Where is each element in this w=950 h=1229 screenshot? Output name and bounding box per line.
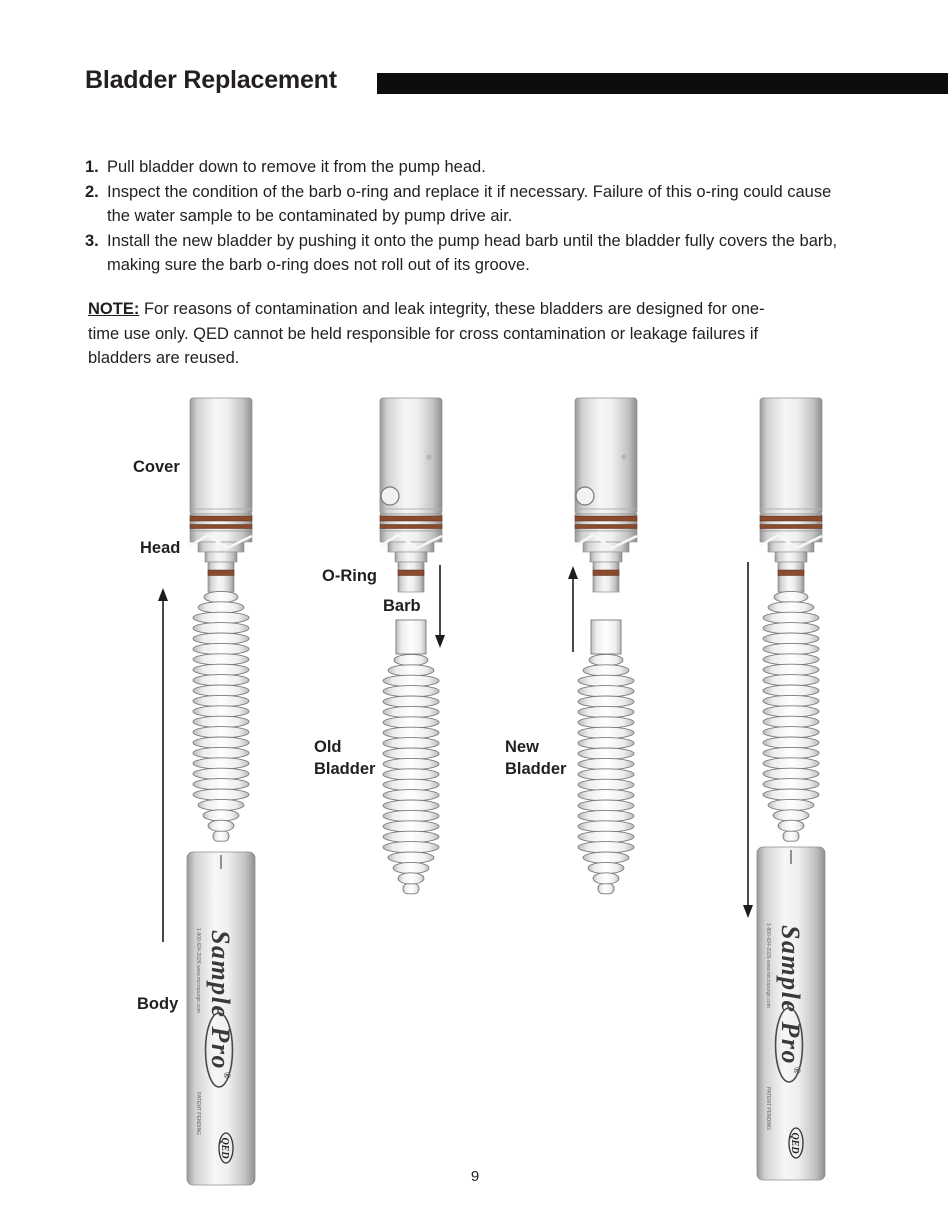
bladder-ridge (773, 810, 809, 821)
bladder-ridge (763, 664, 819, 675)
bladder-ridge (208, 820, 234, 831)
bladder-ridge (388, 665, 434, 676)
instruction-text: Inspect the condition of the barb o-ring and replace it if necessary. Failure of this o-ring could cause the water sample to be contaminated by pump drive air. (107, 182, 832, 225)
page-title: Bladder Replacement (85, 66, 337, 94)
bladder-ridge (763, 695, 819, 706)
bladder-ridge (193, 758, 249, 769)
bladder-ridge (578, 800, 634, 811)
head-step-3 (775, 552, 807, 562)
cover-dot (426, 454, 431, 459)
bladder-ridge (388, 852, 434, 863)
bladder-tip (403, 884, 419, 894)
label-head: Head (140, 539, 181, 557)
bladder-ridge (383, 727, 439, 738)
body-small-text-left: 1-800-624-2026 www.micropurge.com (195, 928, 201, 1013)
bladder-ridge (383, 769, 439, 780)
bladder-ridge (763, 654, 819, 665)
bladder-ridge (578, 758, 634, 769)
head-step-3 (395, 552, 427, 562)
barb (208, 562, 234, 592)
bladder-ridge (763, 623, 819, 634)
bladder-ridge (198, 799, 244, 810)
bladder-ridge (383, 717, 439, 728)
bladder-ridge (383, 758, 439, 769)
bladder-ridge (583, 665, 629, 676)
qed-logo (219, 1133, 233, 1163)
head-oring-upper (760, 516, 822, 521)
bladder-ridge (203, 810, 239, 821)
bladder-ridge (763, 706, 819, 717)
label-old-bladder: Old Bladder (314, 738, 376, 778)
bladder-ridge (204, 591, 238, 602)
bladder-ridge (193, 789, 249, 800)
arrow-up (568, 566, 578, 652)
bladder-ridge (763, 737, 819, 748)
bladder-ridge (383, 842, 439, 853)
page-number: 9 (470, 1168, 480, 1185)
bladder-ridge (193, 675, 249, 686)
bladder-ridge (763, 727, 819, 738)
bladder-ridge (193, 623, 249, 634)
instruction-number: 3. (85, 231, 99, 250)
bladder-ridge (578, 821, 634, 832)
head-oring-lower (190, 525, 252, 529)
bladder-ridge (383, 675, 439, 686)
barb-oring (778, 570, 804, 576)
head-oring-upper (190, 516, 252, 521)
bladder-ridge (763, 643, 819, 654)
arrow-down (435, 565, 445, 648)
bladder-ridge (193, 685, 249, 696)
bladder-ridge (578, 696, 634, 707)
instruction-text: Install the new bladder by pushing it onto the pump head barb until the bladder fully covers the barb, making sure the barb o-ring does not roll out of its groove. (107, 231, 838, 274)
bladder-ridge (383, 706, 439, 717)
bladder-ridge (383, 790, 439, 801)
bladder-detached (383, 620, 439, 894)
head-oring-upper (380, 516, 442, 521)
bladder-ridge (394, 654, 428, 665)
brand-text: Sample Pro® (206, 930, 235, 1081)
bladder-ridge (578, 831, 634, 842)
bladder-ridge (578, 727, 634, 738)
bladder-ridge (393, 862, 429, 873)
bladder-ridge (763, 768, 819, 779)
bladder-ridge (578, 706, 634, 717)
bladder-ridge (763, 789, 819, 800)
instruction-number: 1. (85, 158, 99, 176)
bladder-ridge (578, 675, 634, 686)
body-small-text-right: PATENT PENDING (765, 1087, 771, 1131)
pump-assembled-right (757, 398, 825, 1180)
bladder-ridge (193, 716, 249, 727)
head-oring-lower (380, 525, 442, 529)
brand-text: Sample Pro® (776, 925, 805, 1076)
label-cover: Cover (133, 458, 180, 476)
bladder-ridge (768, 799, 814, 810)
body-small-text-right: PATENT PENDING (195, 1092, 201, 1136)
barb (398, 562, 424, 592)
bladder-ridge (193, 612, 249, 623)
bladder-ridge (198, 602, 244, 613)
cover-hole (576, 487, 594, 505)
pump-new-bladder (575, 398, 637, 894)
bladder-ridge (763, 747, 819, 758)
bladder-ridge (193, 654, 249, 665)
bladder-ridge (383, 686, 439, 697)
bladder-ridge (193, 643, 249, 654)
pump-old-bladder (380, 398, 442, 894)
bladder-tip (783, 831, 799, 841)
bladder-ridge (578, 779, 634, 790)
pump-cover (760, 398, 822, 514)
label-barb: Barb (383, 597, 421, 615)
bladder-attached (763, 591, 819, 841)
bladder-ridge (778, 820, 804, 831)
bladder-ridge (383, 821, 439, 832)
bladder-ridge (383, 738, 439, 749)
bladder-ridge (578, 738, 634, 749)
instruction-number: 2. (85, 182, 99, 201)
head-oring-lower (760, 525, 822, 529)
bladder-ridge (578, 748, 634, 759)
barb (593, 562, 619, 592)
instruction-text: Pull bladder down to remove it from the pump head. (107, 158, 486, 176)
barb (778, 562, 804, 592)
bladder-ridge (578, 842, 634, 853)
bladder-ridge (763, 612, 819, 623)
label-body: Body (137, 995, 179, 1013)
note-text: For reasons of contamination and leak integrity, these bladders are designed for one-time use only. QED cannot be held responsible for cross contamination or leakage failures if bladders are reused. (88, 300, 765, 367)
bladder-ridge (763, 633, 819, 644)
bladder-ridge (193, 737, 249, 748)
bladder-ridge (593, 873, 619, 884)
arrow-up (158, 588, 168, 942)
bladder-ridge (763, 716, 819, 727)
bladder-ridge (193, 747, 249, 758)
bladder-ridge (398, 873, 424, 884)
bladder-ridge (768, 602, 814, 613)
bladder-ridge (383, 810, 439, 821)
label-new-bladder: New Bladder (505, 738, 567, 778)
bladder-ridge (578, 769, 634, 780)
qed-logo (789, 1128, 803, 1158)
bladder-ridge (578, 717, 634, 728)
barb-oring (593, 570, 619, 576)
bladder-ridge (383, 748, 439, 759)
bladder-ridge (588, 862, 624, 873)
bladder-ridge (589, 654, 623, 665)
label-oring: O-Ring (322, 567, 377, 585)
bladder-ridge (193, 779, 249, 790)
bladder-ridge (193, 706, 249, 717)
cover-hole (381, 487, 399, 505)
bladder-ridge (578, 686, 634, 697)
bladder-ridge (193, 695, 249, 706)
head-step-3 (205, 552, 237, 562)
arrow-down (743, 562, 753, 918)
pump-assembled-left (187, 398, 255, 1185)
bladder-ridge (763, 779, 819, 790)
head-oring-lower (575, 525, 637, 529)
bladder-ridge (763, 685, 819, 696)
bladder-ridge (193, 727, 249, 738)
bladder-ridge (583, 852, 629, 863)
bladder-ridge (383, 779, 439, 790)
pump-cover (190, 398, 252, 514)
bladder-attached (193, 591, 249, 841)
head-oring-upper (575, 516, 637, 521)
bladder-neck (591, 620, 621, 654)
note-label: NOTE: (88, 300, 140, 318)
bladder-tip (213, 831, 229, 841)
bladder-ridge (193, 664, 249, 675)
bladder-ridge (578, 810, 634, 821)
bladder-ridge (383, 800, 439, 811)
bladder-ridge (383, 831, 439, 842)
qed-logo-text: QED (219, 1137, 230, 1159)
cover-dot (621, 454, 626, 459)
bladder-tip (598, 884, 614, 894)
bladder-neck (396, 620, 426, 654)
qed-logo-text: QED (789, 1132, 800, 1154)
bladder-ridge (774, 591, 808, 602)
bladder-detached (578, 620, 634, 894)
body-small-text-left: 1-800-624-2026 www.micropurge.com (765, 923, 771, 1008)
pump-layer (158, 398, 825, 1185)
bladder-ridge (383, 696, 439, 707)
barb-oring (208, 570, 234, 576)
bladder-ridge (763, 758, 819, 769)
bladder-ridge (193, 768, 249, 779)
bladder-ridge (763, 675, 819, 686)
bladder-ridge (578, 790, 634, 801)
bladder-ridge (193, 633, 249, 644)
barb-oring (398, 570, 424, 576)
head-step-3 (590, 552, 622, 562)
